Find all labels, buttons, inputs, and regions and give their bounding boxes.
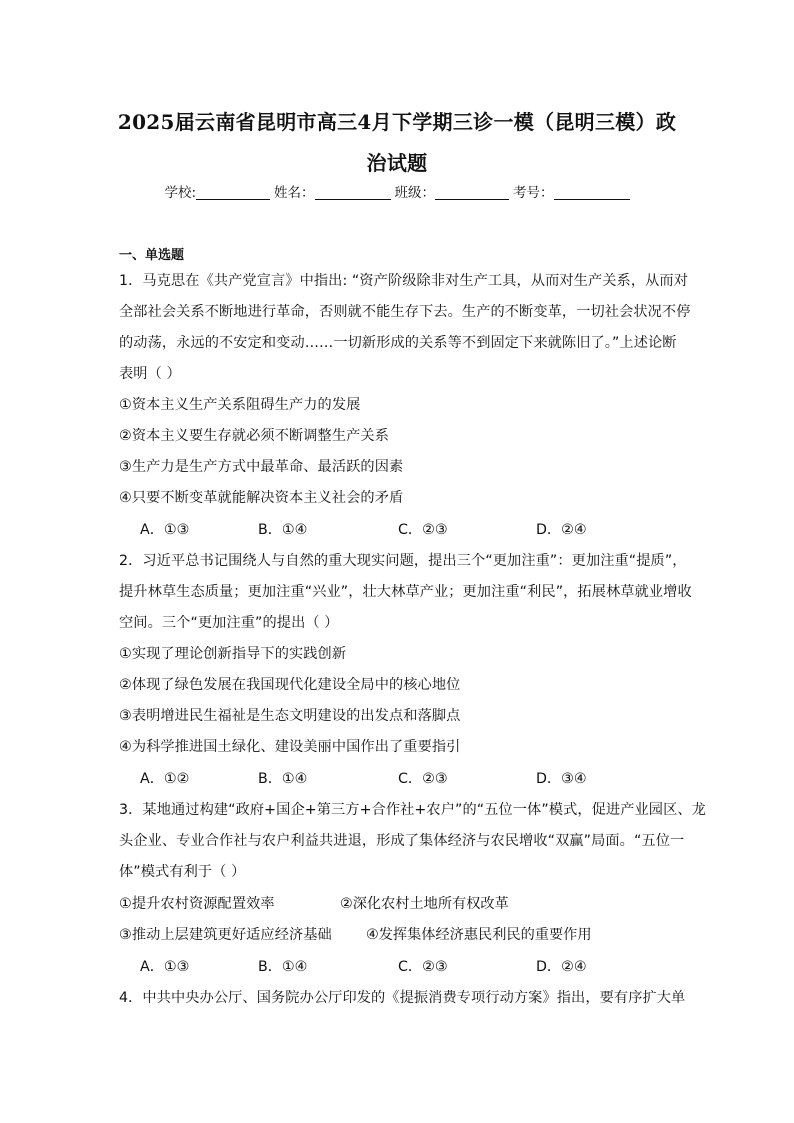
q3-stem-line: 头企业、专业合作社与农户利益共进退，形成了集体经济与农民增收“双赢”局面。“五位一 bbox=[119, 833, 685, 849]
school-label: 学校: bbox=[164, 185, 197, 201]
q3-choice-b[interactable]: B．①④ bbox=[258, 959, 308, 975]
q3-option: ③推动上层建筑更好适应经济基础 bbox=[119, 927, 332, 943]
q1-stem-line: 1．马克思在《共产党宣言》中指出: “资产阶级除非对生产工具，从而对生产关系，从而对 bbox=[119, 273, 688, 289]
q1-stem-line: 表明（ ） bbox=[119, 366, 181, 382]
q1-option: ③生产力是生产方式中最革命、最活跃的因素 bbox=[119, 459, 404, 475]
q2-choice-d[interactable]: D．③④ bbox=[536, 771, 587, 787]
q2-choice-b[interactable]: B．①④ bbox=[258, 771, 308, 787]
q1-stem-line: 的动荡，永远的不安定和变动……一切新形成的关系等不到固定下来就陈旧了。”上述论断 bbox=[119, 335, 677, 351]
q1-choice-a[interactable]: A．①③ bbox=[140, 522, 190, 538]
q2-option: ②体现了绿色发展在我国现代化建设全局中的核心地位 bbox=[119, 677, 461, 693]
q3-stem-line: 3．某地通过构建“政府+国企+第三方+合作社+农户”的“五位一体”模式，促进产业园区、龙 bbox=[119, 802, 706, 818]
q3-choice-a[interactable]: A．①③ bbox=[140, 959, 190, 975]
q1-stem-line: 全部社会关系不断地进行革命，否则就不能生存下去。生产的不断变革，一切社会状况不停 bbox=[119, 304, 691, 320]
q1-option: ①资本主义生产关系阻碍生产力的发展 bbox=[119, 397, 361, 413]
q1-option: ④只要不断变革就能解决资本主义社会的矛盾 bbox=[119, 490, 404, 506]
class-label: 班级： bbox=[394, 185, 436, 201]
q3-option: ②深化农村土地所有权改革 bbox=[340, 896, 509, 912]
q2-stem-line: 2．习近平总书记围绕人与自然的重大现实问题，提出三个“更加注重”：更加注重“提质”， bbox=[119, 553, 687, 569]
q3-choice-c[interactable]: C．②③ bbox=[398, 959, 448, 975]
student-info-row bbox=[0, 181, 794, 201]
exam-no-blank[interactable] bbox=[554, 185, 630, 200]
class-blank[interactable] bbox=[435, 185, 509, 200]
section-title: 一、单选题 bbox=[119, 248, 185, 263]
name-label: 姓名： bbox=[274, 185, 315, 201]
q2-choice-c[interactable]: C．②③ bbox=[398, 771, 448, 787]
q3-stem-line: 体”模式有利于（ ） bbox=[119, 864, 246, 880]
q2-option: ④为科学推进国土绿化、建设美丽中国作出了重要指引 bbox=[119, 739, 461, 755]
q1-choice-b[interactable]: B．①④ bbox=[258, 522, 308, 538]
q2-stem-line: 空间。三个“更加注重”的提出（ ） bbox=[119, 615, 339, 631]
q2-stem-line: 提升林草生态质量；更加注重“兴业”，壮大林草产业；更加注重“利民”，拓展林草就业增收 bbox=[119, 584, 692, 600]
document-title-line1: 2025届云南省昆明市高三4月下学期三诊一模（昆明三模）政 bbox=[117, 110, 677, 134]
q2-choice-a[interactable]: A．①② bbox=[140, 771, 190, 787]
q3-option: ④发挥集体经济惠民利民的重要作用 bbox=[366, 927, 592, 943]
q3-choice-d[interactable]: D．②④ bbox=[536, 959, 587, 975]
q1-choice-c[interactable]: C．②③ bbox=[398, 522, 448, 538]
school-blank[interactable] bbox=[196, 185, 270, 200]
exam-no-label: 考号： bbox=[513, 185, 554, 201]
q4-stem-line: 4．中共中央办公厅、国务院办公厅印发的《提振消费专项行动方案》指出，要有序扩大单 bbox=[119, 990, 686, 1006]
q1-option: ②资本主义要生存就必须不断调整生产关系 bbox=[119, 428, 389, 444]
name-blank[interactable] bbox=[315, 185, 391, 200]
q2-option: ③表明增进民生福祉是生态文明建设的出发点和落脚点 bbox=[119, 708, 461, 724]
document-title-line2: 治试题 bbox=[366, 151, 428, 175]
q3-option: ①提升农村资源配置效率 bbox=[119, 896, 275, 912]
q1-choice-d[interactable]: D．②④ bbox=[536, 522, 587, 538]
q2-option: ①实现了理论创新指导下的实践创新 bbox=[119, 646, 347, 662]
